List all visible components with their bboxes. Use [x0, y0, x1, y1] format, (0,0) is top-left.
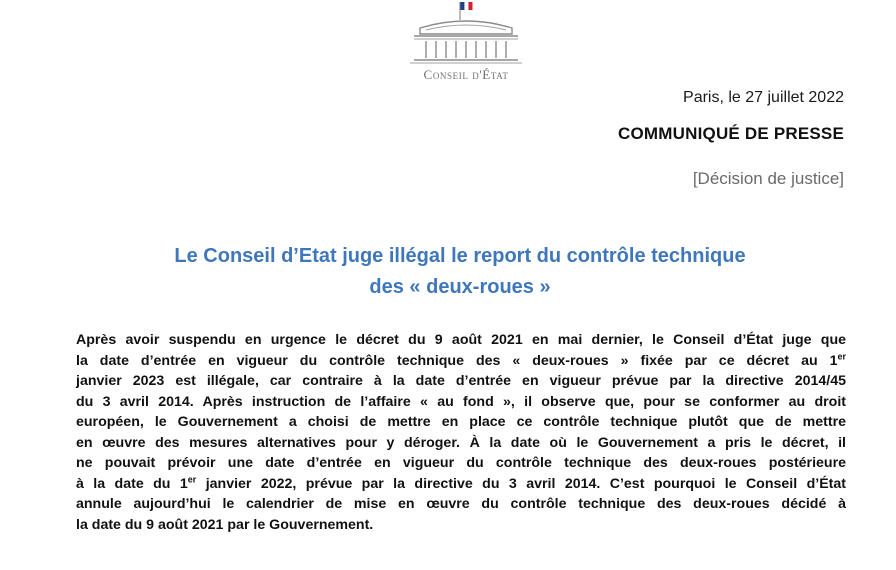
release-category: [Décision de justice] [692, 169, 844, 188]
body-line: la date du 9 août 2021 par le Gouvernement. [76, 516, 374, 533]
conseil-etat-logo [400, 0, 532, 90]
body-line: annule aujourd’hui le calendrier de mise en œuvre du contrôle technique des deux-roues décidé à [76, 496, 846, 512]
body-line-text: la date d’entrée en vigueur du contrôle technique des « deux-roues » fixée par ce décret au 1 [76, 352, 838, 369]
body-line: européen, le Gouvernement a choisi de mettre en place ce contrôle technique plutôt que de mettre [76, 414, 846, 430]
document-type-heading: COMMUNIQUÉ DE PRESSE [618, 124, 844, 143]
press-release-headline [60, 241, 860, 303]
body-line: ne pouvait prévoir une date d’entrée en vigueur du contrôle technique des deux-roues postérieure [76, 455, 846, 471]
press-release-body [76, 330, 846, 535]
headline-line-2: des « deux-roues » [369, 276, 551, 298]
body-line: en œuvre des mesures alternatives pour y déroger. À la date où le Gouvernement a pris le décret, il [76, 434, 846, 451]
release-date: Paris, le 27 juillet 2022 [683, 89, 844, 106]
ordinal-superscript: er [187, 473, 197, 484]
body-line [76, 351, 846, 372]
body-line: du 3 avril 2014. Après instruction de l’affaire « au fond », il observe que, pour se conformer au droit [76, 393, 846, 410]
body-line [76, 474, 846, 495]
headline-line-1: Le Conseil d’Etat juge illégal le report du contrôle technique [174, 245, 746, 267]
body-line-text: janvier 2022, prévue par la directive du 3 avril 2014. C’est pourquoi le Conseil d’État [196, 475, 847, 492]
body-line-text: à la date du 1 [76, 475, 188, 492]
palais-royal-building-icon [400, 0, 532, 70]
logo-wordmark: Conseil d'État [423, 67, 509, 82]
ordinal-superscript: er [837, 350, 846, 361]
body-line: Après avoir suspendu en urgence le décret du 9 août 2021 en mai dernier, le Conseil d’État juge que [76, 332, 846, 348]
body-line: janvier 2023 est illégale, car contraire à la date d’entrée en vigueur prévue par la directive 2014/45 [76, 373, 846, 389]
